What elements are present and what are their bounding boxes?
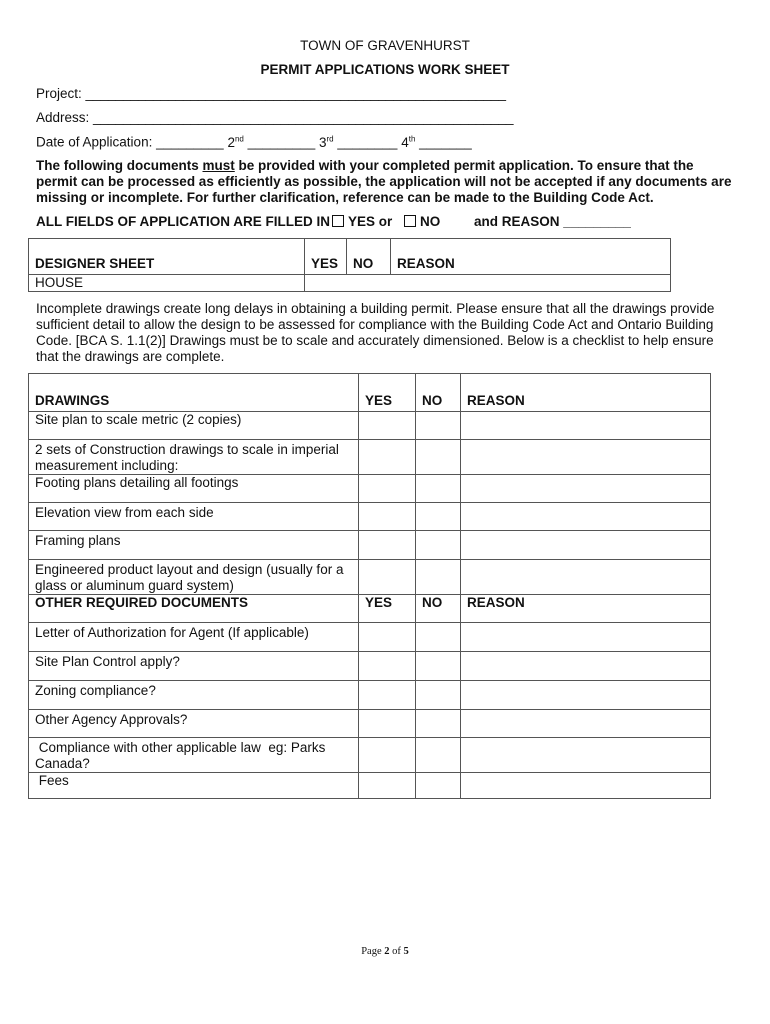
drawings-table — [28, 373, 711, 799]
date-line-2: _________ — [247, 134, 316, 150]
drawings-yes-header: YES — [359, 374, 416, 412]
no-cell[interactable] — [416, 475, 461, 503]
date-line-4: _______ — [419, 134, 472, 150]
fourth-date: 4th — [401, 134, 416, 150]
no-label: NO — [420, 214, 441, 229]
drawings-reason-header: REASON — [461, 374, 711, 412]
table-row — [29, 503, 711, 531]
row-label: Engineered product layout and design (usually for a glass or aluminum guard system) — [29, 560, 359, 595]
table-row — [29, 412, 711, 440]
no-checkbox[interactable] — [404, 215, 416, 227]
other-documents-header: OTHER REQUIRED DOCUMENTS — [29, 595, 359, 623]
third-date: 3rd — [318, 134, 334, 150]
yes-cell[interactable] — [359, 560, 416, 595]
date-label: Date of Application: — [36, 134, 153, 150]
second-date: 2nd — [227, 134, 244, 150]
address-line: ________________________________________________________ — [93, 110, 514, 125]
table-row — [29, 773, 711, 799]
other-yes-header: YES — [359, 595, 416, 623]
date-of-application-field[interactable] — [36, 134, 472, 150]
reason-cell[interactable] — [461, 623, 711, 652]
table-row — [29, 652, 711, 681]
no-cell[interactable] — [416, 773, 461, 799]
reason-cell[interactable] — [461, 681, 711, 710]
no-cell[interactable] — [416, 710, 461, 738]
other-header-row — [29, 595, 711, 623]
designer-no-header: NO — [347, 239, 391, 275]
no-cell[interactable] — [416, 652, 461, 681]
house-empty-cell[interactable] — [305, 275, 671, 292]
row-label: Framing plans — [29, 531, 359, 560]
row-label: Elevation view from each side — [29, 503, 359, 531]
drawings-header: DRAWINGS — [29, 374, 359, 412]
row-label: Fees — [29, 773, 359, 799]
yes-cell[interactable] — [359, 738, 416, 773]
designer-table — [28, 238, 671, 292]
house-label: HOUSE — [29, 275, 305, 292]
other-no-header: NO — [416, 595, 461, 623]
project-label: Project: — [36, 86, 82, 101]
yes-cell[interactable] — [359, 652, 416, 681]
notice-paragraph: The following documents must be provided with your completed permit application. To ensure that the permit can be processed as efficiently as possible, the application will not be accepted if any documents are missing or incomplete. For further clarification, reference can be made to the Building Code Act. — [36, 158, 732, 205]
yes-cell[interactable] — [359, 773, 416, 799]
reason-cell[interactable] — [461, 652, 711, 681]
address-field[interactable] — [36, 110, 514, 125]
reason-cell[interactable] — [461, 531, 711, 560]
other-reason-header: REASON — [461, 595, 711, 623]
date-line-1: _________ — [156, 134, 224, 150]
reason-cell[interactable] — [461, 710, 711, 738]
yes-cell[interactable] — [359, 440, 416, 475]
all-fields-line — [36, 214, 631, 229]
yes-cell[interactable] — [359, 503, 416, 531]
table-row — [29, 710, 711, 738]
reason-cell[interactable] — [461, 440, 711, 475]
table-row — [29, 275, 671, 292]
reason-cell[interactable] — [461, 560, 711, 595]
project-field[interactable] — [36, 86, 506, 101]
table-row — [29, 681, 711, 710]
designer-reason-header: REASON — [391, 239, 671, 275]
no-cell[interactable] — [416, 440, 461, 475]
drawings-no-header: NO — [416, 374, 461, 412]
yes-cell[interactable] — [359, 531, 416, 560]
date-line-3: ________ — [337, 134, 398, 150]
row-label: Site Plan Control apply? — [29, 652, 359, 681]
table-row — [29, 475, 711, 503]
no-cell[interactable] — [416, 738, 461, 773]
yes-cell[interactable] — [359, 412, 416, 440]
no-cell[interactable] — [416, 503, 461, 531]
reason-cell[interactable] — [461, 503, 711, 531]
table-row — [29, 531, 711, 560]
no-cell[interactable] — [416, 412, 461, 440]
reason-cell[interactable] — [461, 738, 711, 773]
designer-sheet-header: DESIGNER SHEET — [29, 239, 305, 275]
row-label: Other Agency Approvals? — [29, 710, 359, 738]
row-label: Footing plans detailing all footings — [29, 475, 359, 503]
no-cell[interactable] — [416, 560, 461, 595]
table-row — [29, 738, 711, 773]
designer-yes-header: YES — [305, 239, 347, 275]
town-title: TOWN OF GRAVENHURST — [300, 38, 470, 53]
no-cell[interactable] — [416, 681, 461, 710]
table-row — [29, 560, 711, 595]
address-label: Address: — [36, 110, 90, 125]
reason-cell[interactable] — [461, 412, 711, 440]
yes-or-label: YES or — [348, 214, 393, 229]
yes-cell[interactable] — [359, 710, 416, 738]
reason-cell[interactable] — [461, 475, 711, 503]
project-line: ________________________________________________________ — [85, 86, 506, 101]
row-label: Zoning compliance? — [29, 681, 359, 710]
yes-checkbox[interactable] — [332, 215, 344, 227]
yes-cell[interactable] — [359, 623, 416, 652]
no-cell[interactable] — [416, 531, 461, 560]
row-label: 2 sets of Construction drawings to scale in imperial measurement including: — [29, 440, 359, 475]
table-row — [29, 440, 711, 475]
no-cell[interactable] — [416, 623, 461, 652]
reason-label: and REASON _________ — [474, 214, 631, 229]
page-number: Page 2 of 5 — [361, 946, 409, 957]
yes-cell[interactable] — [359, 475, 416, 503]
yes-cell[interactable] — [359, 681, 416, 710]
designer-header-row — [29, 239, 671, 275]
reason-cell[interactable] — [461, 773, 711, 799]
row-label: Compliance with other applicable law eg: Parks Canada? — [29, 738, 359, 773]
page-title: PERMIT APPLICATIONS WORK SHEET — [260, 62, 510, 77]
row-label: Site plan to scale metric (2 copies) — [29, 412, 359, 440]
drawings-header-row — [29, 374, 711, 412]
drawings-intro: Incomplete drawings create long delays in obtaining a building permit. Please ensure that all the drawings provide sufficient detail to allow the design to be assessed for compliance with the Building Code Act and Ontario Building Code. [BCA S. 1.1(2)] Drawings must be to scale and accurately dimensioned. Below is a checklist to help ensure that the drawings are complete. — [36, 301, 715, 364]
all-fields-label: ALL FIELDS OF APPLICATION ARE FILLED IN — [36, 214, 330, 229]
table-row — [29, 623, 711, 652]
row-label: Letter of Authorization for Agent (If applicable) — [29, 623, 359, 652]
